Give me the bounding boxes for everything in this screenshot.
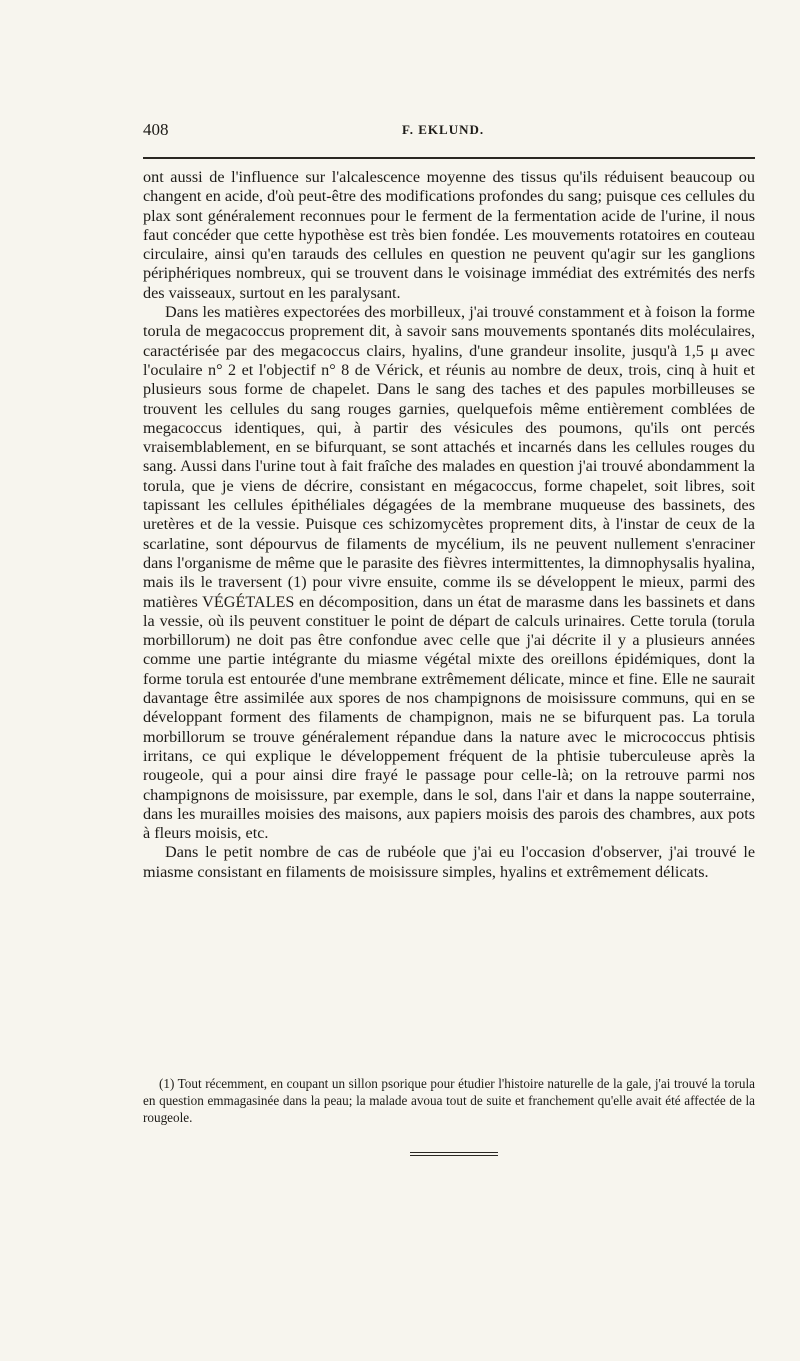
footnote: (1) Tout récemment, en coupant un sillon psorique pour étudier l'histoire naturelle de la gale, j'ai trouvé la torula en question emmagasinée dans la peau; la malade avoua tout de suite et franchement qu'elle avait été affectée de la rougeole. — [143, 1076, 755, 1125]
running-head: F. EKLUND. — [402, 122, 485, 137]
body-text — [143, 168, 755, 882]
paragraph: ont aussi de l'influence sur l'alcalescence moyenne des tissus qu'ils réduisent beaucoup ou changent en acide, d'où peut-être des modifications profondes du sang; puisque ces cellules du plax sont généralement reconnues pour le ferment de la fermentation acide de l'urine, il nous faut concéder que cette hypothèse est très bien fondée. Les mouvements rotatoires en couteau circulaire, ainsi qu'en tarauds des cellules en question ne peuvent qu'agir sur les ganglions périphériques nombreux, qui se trouvent dans le voisinage immédiat des extrémités des nerfs des vaisseaux, surtout en les paralysant. — [143, 168, 755, 302]
page-number: 408 — [143, 120, 169, 139]
paragraph: Dans le petit nombre de cas de rubéole que j'ai eu l'occasion d'observer, j'ai trouvé le miasme consistant en filaments de moisissure simples, hyalins et extrêmement délicats. — [143, 843, 755, 881]
footnote-block — [143, 1075, 755, 1126]
paragraph: Dans les matières expectorées des morbilleux, j'ai trouvé constamment et à foison la forme torula de megacoccus proprement dit, à savoir sans mouvements spontanés dits moléculaires, caractérisée par des megacoccus clairs, hyalins, d'une grandeur insolite, jusqu'à 1,5 μ avec l'oculaire n° 2 et l'objectif n° 8 de Vérick, et réunis au nombre de deux, trois, cinq à huit et plusieurs sous forme de chapelet. Dans le sang des taches et des papules morbilleuses se trouvent les cellules du sang rouges garnies, quelquefois même entièrement comblées de megacoccus identiques, qui, à partir des vésicules des poumons, qu'ils ont percés vraisemblablement, en se bifurquant, se sont attachés et incarnés dans les cellules rouges du sang. Aussi dans l'urine tout à fait fraîche des malades en question j'ai trouvé abondamment la torula, que je viens de décrire, consistant en mégacoccus, forme chapelet, soit libres, soit tapissant les cellules épithéliales dégagées de la membrane muqueuse des bassinets, des uretères et de la vessie. Puisque ces schizomycètes proprement dits, à l'instar de ceux de la scarlatine, sont dépourvus de filaments de mycélium, ils ne peuvent nullement s'enraciner dans l'organisme de même que le parasite des fièvres intermittentes, la dimnophysalis hyalina, mais ils le traversent (1) pour vivre ensuite, comme ils se développent le mieux, parmi des matières VÉGÉTALES en décomposition, dans un état de marasme dans les bassinets et dans la vessie, où ils peuvent constituer le point de départ de calculs urinaires. Cette torula (torula morbillorum) ne doit pas être confondue avec celle que j'ai décrite il y a plusieurs années comme une partie intégrante du miasme végétal mixte des oreillons épidémiques, dont la forme torula est entourée d'une membrane extrêmement délicate, mince et fine. Elle ne saurait davantage être assimilée aux spores de nos champignons de moisissure communs, qui en se développant forment des filaments de champignon, mais ne se bifurquent pas. La torula morbillorum se trouve généralement répandue dans la nature avec le micrococcus phtisis irritans, ce qui explique le développement fréquent de la phtisie tuberculeuse après la rougeole, qui a pour ainsi dire frayé le passage pour celle-là; on la retrouve parmi nos champignons de moisissure, par exemple, dans le sol, dans l'air et dans la nappe souterraine, dans les murailles moisies des maisons, aux papiers moisis des parois des chambres, aux pots à fleurs moisis, etc. — [143, 303, 755, 843]
header-rule — [143, 157, 755, 159]
end-rule — [410, 1152, 498, 1156]
page-header — [143, 120, 755, 144]
